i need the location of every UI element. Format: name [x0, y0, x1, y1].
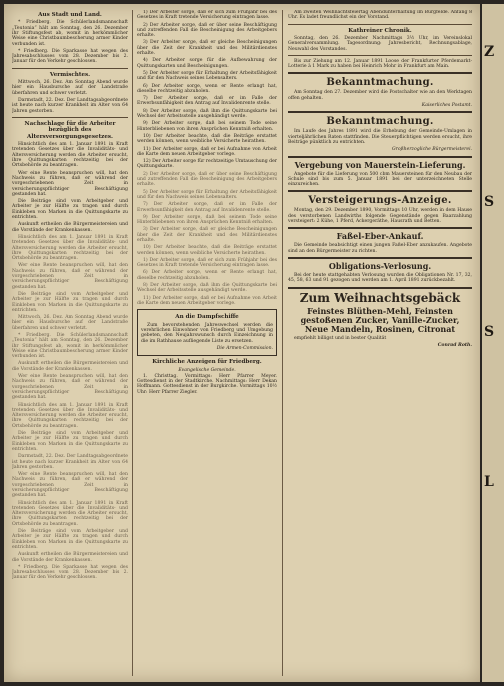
column-3 [288, 10, 472, 676]
ad-text: Montag, den 29. Dezember 1890, Vormittags 10 Uhr, werden in dem Hause des verstorbenen Landwirths folgende Gegenstände gegen Baarzahlung versteigert: 2 Kühe, 1 Pferd, Ackergeräthe, Hausrath und Betten. [288, 208, 472, 225]
strip-letter: L [484, 474, 494, 490]
paragraph: Die Beiträge sind vom Arbeitgeber und Arbeiter je zur Hälfte zu tragen und durch Einkleben von Marken in die Quittungskarte zu entrichten. [12, 199, 128, 221]
paragraph: Auskunft ertheilen die Bürgermeistereien und die Vorstände der Krankenkassen. [12, 552, 128, 563]
paragraph: * Friedberg. Die Schülerlandsmannschaft „Teutonia“ hält am Sonntag, den 26. Dezember ihr Stiftungsfest ab, womit in herkömmlicher Weise eine Christbaumbescherung armer Kinder verbunden ist. [12, 20, 128, 47]
notice-heading: An die Dampfschiffe [175, 314, 239, 321]
divider [12, 117, 128, 118]
versteigerung-heading: Versteigerungs-Anzeige. [308, 195, 452, 207]
paragraph: 4) Der Arbeiter sorge für die Aufbewahrung der Quittungskarten und Bescheinigungen. [137, 58, 277, 69]
divider [288, 257, 472, 259]
ad-text: Am zweiten Weihnachtsfeiertag Abendunterhaltung im Burgfelde. Anfang 8 Uhr. Es ladet freundlichst ein der Vorstand. [288, 10, 472, 21]
divider [288, 24, 472, 25]
paragraph: Die Beiträge sind vom Arbeitgeber und Arbeiter je zur Hälfte zu tragen und durch Einkleben von Marken in die Quittungskarte zu entrichten. [12, 431, 128, 452]
ad-heading: Kathreiner Chronik. [348, 27, 412, 34]
paragraph: 5) Der Arbeiter sorge für Erhaltung der Arbeitsfähigkeit und für den Nachweis seines Lebensalters. [137, 189, 277, 200]
paragraph: 6) Der Arbeiter sorge, wenn er Rente erlangt hat, dieselbe rechtzeitig abzuholen. [137, 270, 277, 281]
paragraph: 1) Der Arbeiter sorge, daß er sich zum Frühjahr bei des Gesetzes in Kraft tretende Versicherung eintragen lasse. [137, 257, 277, 269]
strip-letter: S [484, 194, 495, 210]
ad-text: empfiehlt billigst und in bester Qualität [294, 335, 387, 341]
paragraph: Die Beiträge sind vom Arbeitgeber und Arbeiter je zur Hälfte zu tragen und durch Einkleben von Marken in die Quittungskarte zu entrichten. [12, 291, 128, 313]
paragraph: 11) Der Arbeiter sorge, daß er bei Aufnahme von Arbeit die Karte dem neuen Arbeitgeber vorlege. [137, 295, 277, 306]
ad-text: Bei der heute stattgehabten Verlosung wurden die Obligationen Nr. 17, 32, 45, 58, 63 und 91 gezogen und werden am 1. April 1891 zurückbezahlt. [288, 272, 472, 284]
ad-text: Angebote für die Lieferung von 500 cbm Mauersteinen für den Neubau der Schule sind bis zum 5. Januar 1891 bei der unterzeichneten Stelle einzureichen. [288, 171, 472, 188]
heading-vermischtes: Vermischtes. [49, 71, 91, 78]
column-2 [137, 10, 277, 676]
weihnachts-items: Feinstes Blüthen-Mehl, Feinsten gestoßenen Zucker, Vanille-Zucker, Neue Mandeln, Rosinen, Citronat [300, 305, 460, 334]
ad-text: Am Sonntag den 27. Dezember wird die Postschalter wie an den Werktagen offen gehalten. [288, 90, 472, 101]
paragraph: 3) Der Arbeiter sorge, daß er gleiche Bescheinigungen über die Zeit der Krankheit und des Militärdienstes erhalte. [137, 227, 277, 243]
ad-text: Bis zur Ziehung am 12. Januar 1891 Loose der Frankfurter Pferdemarkt-Lotterie à 1 Mark zu haben bei Heinrich Mohr in Frankfurt am Main. [288, 58, 472, 70]
ad-signature: Conrad Roth. [437, 342, 472, 348]
fassel-heading: Faßel-Eber-Ankauf. [336, 231, 424, 242]
paragraph: 12) Der Arbeiter sorge für rechtzeitige Umtauschung der Quittungskarte. [137, 159, 277, 170]
paragraph: Darmstadt, 22. Dez. Der Landtagsabgeordnete ist heute nach kurzer Krankheit im Alter von 64 Jahren gestorben. [12, 454, 128, 470]
paragraph: 7) Der Arbeiter sorge, daß er im Falle der Erwerbsunfähigkeit den Antrag auf Invalidenrente stelle. [137, 96, 277, 107]
divider [288, 227, 472, 229]
divider [288, 156, 472, 158]
notice-signature: Die Armen-Commission. [216, 345, 273, 351]
paragraph: Hinsichtlich des am 1. Januar 1891 in Kraft tretenden Gesetzes über die Invaliditäts- und Altersversicherung werden die Arbeiter ersucht, ihre Quittungskarten rechtzeitig bei der Ortsbehörde zu beantragen. [12, 234, 128, 262]
paragraph: Auskunft ertheilen die Bürgermeistereien und die Vorstände der Krankenkassen. [12, 222, 128, 233]
paragraph: 7) Der Arbeiter sorge, daß er im Falle der Erwerbsunfähigkeit den Antrag auf Invalidenrente stelle. [137, 202, 277, 213]
ad-text: Sonntag, den 26. Dezember Nachmittags 3½ Uhr, im Vereinslokal Generalversammlung. Tagesordnung: Jahresbericht, Rechnungsablage, Neuwahl des Vorstandes. [288, 36, 472, 52]
ad-signature: Großherzogliche Bürgermeisterei. [391, 147, 472, 153]
paragraph: Mittwoch, 26. Dez. Am Sonntag Abend wurde hier ein Hausbursche auf der Landstraße überfahren und schwer verletzt. [12, 80, 128, 96]
paragraph: Darmstadt, 22. Dez. Der Landtagsabgeordnete ist heute nach kurzer Krankheit im Alter von 64 Jahren gestorben. [12, 98, 128, 114]
heading-nachschlage: Nachschlage für die Arbeiter bezüglich des Altersversorgungsgesetzes. [24, 120, 116, 140]
paragraph: Auskunft ertheilen die Bürgermeistereien und die Vorstände der Krankenkassen. [12, 361, 128, 372]
ad-text: Im Laufe des Jahres 1891 wird die Erhebung der Gemeinde-Umlagen in vierteljährlichen Raten stattfinden. Die Steuerpflichtigen werden ersucht, ihre Beiträge pünktlich zu entrichten. [288, 129, 472, 145]
bekanntmachung-heading: Bekanntmachung. [326, 77, 434, 89]
notice-text: Zum bevorstehenden Jahreswechsel werden die verehrlichen Einwohner von Friedberg und Umgebung gebeten, den Neujahrswunsch durch Einzeichnung in die im Rathhause aufliegende Liste zu ersetzen. [141, 322, 273, 344]
paragraph: Die Beiträge sind vom Arbeitgeber und Arbeiter je zur Hälfte zu tragen und durch Einkleben von Marken in die Quittungskarte zu entrichten. [12, 529, 128, 550]
church-heading: Kirchliche Anzeigen für Friedberg. [152, 359, 262, 366]
column-rule [282, 10, 283, 676]
paragraph: 9) Der Arbeiter sorge, daß bei seinem Tode seine Hinterbliebenen von ihren Ansprüchen Kenntniß erhalten. [137, 121, 277, 132]
notice-box [137, 309, 277, 356]
church-subheading: Evangelische Gemeinde. [178, 367, 236, 373]
paragraph: * Friedberg. Die Schülerlandsmannschaft „Teutonia“ hält am Sonntag, den 26. Dezember ihr Stiftungsfest ab, womit in herkömmlicher Weise eine Christbaumbescherung armer Kinder verbunden ist. [12, 332, 128, 360]
paragraph: 6) Der Arbeiter sorge, wenn er Rente erlangt hat, dieselbe rechtzeitig abzuholen. [137, 83, 277, 94]
paragraph: Wer eine Rente beanspruchen will, hat den Nachweis zu führen, daß er während der vorgeschriebenen Zeit in versicherungspflichtiger Beschäftigung gestanden hat. [12, 170, 128, 197]
strip-letter: S [484, 324, 495, 340]
heading-stadt-land: Aus Stadt und Land. [38, 12, 102, 18]
divider [288, 55, 472, 56]
paragraph: Hinsichtlich des am 1. Januar 1891 in Kraft tretenden Gesetzes über die Invaliditäts- und Altersversicherung werden die Arbeiter ersucht, ihre Quittungskarten rechtzeitig bei der Ortsbehörde zu beantragen. [12, 500, 128, 527]
divider [288, 190, 472, 192]
vergebung-heading: Vergebung von Mauerstein-Lieferung. [294, 159, 466, 170]
paragraph: Wer eine Rente beanspruchen will, hat den Nachweis zu führen, daß er während der vorgeschriebenen Zeit in versicherungspflichtiger Beschäftigung gestanden hat. [12, 472, 128, 499]
paragraph: 8) Der Arbeiter sorge, daß ihm die Quittungskarte bei Wechsel der Arbeitsstelle ausgehändigt werde. [137, 283, 277, 294]
paragraph: Hinsichtlich des am 1. Januar 1891 in Kraft tretenden Gesetzes über die Invaliditäts- und Altersversicherung werden die Arbeiter ersucht, ihre Quittungskarten rechtzeitig bei der Ortsbehörde zu beantragen. [12, 402, 128, 429]
paragraph: 10) Der Arbeiter beachte, daß die Beiträge erstattet werden können, wenn weibliche Versicherte heirathen. [137, 245, 277, 256]
paragraph: 9) Der Arbeiter sorge, daß bei seinem Tode seine Hinterbliebenen von ihren Ansprüchen Kenntniß erhalten. [137, 214, 277, 226]
divider [288, 72, 472, 74]
paragraph: Hinsichtlich des am 1. Januar 1891 in Kraft tretenden Gesetzes über die Invaliditäts- und Altersversicherung werden die Arbeiter ersucht, ihre Quittungskarten rechtzeitig bei der Ortsbehörde zu beantragen. [12, 142, 128, 169]
paragraph: * Friedberg. Die Sparkasse hat wegen des Jahresabschlusses vom 28. Dezember bis 2. Januar für den Verkehr geschlossen. [12, 564, 128, 581]
obligations-heading: Obligations-Verlosung. [328, 260, 432, 271]
paragraph: 1) Der Arbeiter sorge, daß er sich zum Frühjahr bei des Gesetzes in Kraft tretende Versicherung eintragen lasse. [137, 10, 277, 21]
paragraph: Wer eine Rente beanspruchen will, hat den Nachweis zu führen, daß er während der vorgeschriebenen Zeit in versicherungspflichtiger Beschäftigung gestanden hat. [12, 263, 128, 290]
paragraph: 10) Der Arbeiter beachte, daß die Beiträge erstattet werden können, wenn weibliche Versicherte heirathen. [137, 133, 277, 145]
column-1 [12, 10, 128, 676]
weihnachtsgebaeck-heading: Zum Weihnachtsgebäck [299, 290, 461, 305]
paragraph: 11) Der Arbeiter sorge, daß er bei Aufnahme von Arbeit die Karte dem neuen Arbeitgeber vorlege. [137, 146, 277, 157]
paragraph: 2) Der Arbeiter sorge, daß er über seine Beschäftigung und zutreffenden Fall die Bescheinigung des Arbeitgebers erhalte. [137, 171, 277, 188]
ad-text: Die Gemeinde beabsichtigt einen jungen Faßel-Eber anzukaufen. Angebote sind an den Bürgermeister zu richten. [288, 243, 472, 254]
newspaper-page [4, 4, 480, 682]
divider [288, 111, 472, 113]
paragraph: 8) Der Arbeiter sorge, daß ihm die Quittungskarte bei Wechsel der Arbeitsstelle ausgehändigt werde. [137, 108, 277, 120]
paragraph: Wer eine Rente beanspruchen will, hat den Nachweis zu führen, daß er während der vorgeschriebenen Zeit in versicherungspflichtiger Beschäftigung gestanden hat. [12, 374, 128, 401]
column-rule [132, 10, 133, 676]
adjacent-page-strip [482, 4, 504, 682]
church-text: 1. Christtag. Vormittags: Herr Pfarrer Meyer. Gottesdienst in der Stadtkirche. Nachmittags: Herr Dekan Hoffmann. Gottesdienst in der Burgkirche. Vormittags 10½ Uhr: Herr Pfarrer Ziegler. [137, 373, 277, 395]
ad-signature: Kaiserliches Postamt. [421, 103, 472, 109]
paragraph: 5) Der Arbeiter sorge für Erhaltung der Arbeitsfähigkeit und für den Nachweis seines Lebensalters. [137, 70, 277, 82]
bekanntmachung-heading: Bekanntmachung. [326, 116, 434, 128]
paragraph: Mittwoch, 26. Dez. Am Sonntag Abend wurde hier ein Hausbursche auf der Landstraße überfahren und schwer verletzt. [12, 315, 128, 331]
paragraph: * Friedberg. Die Sparkasse hat wegen des Jahresabschlusses vom 28. Dezember bis 2. Januar für den Verkehr geschlossen. [12, 48, 128, 65]
divider [288, 287, 472, 289]
divider [12, 68, 128, 69]
strip-letter: Z [484, 44, 495, 60]
paragraph: 2) Der Arbeiter sorge, daß er über seine Beschäftigung und zutreffenden Fall die Bescheinigung des Arbeitgebers erhalte. [137, 22, 277, 39]
paragraph: 3) Der Arbeiter sorge, daß er gleiche Bescheinigungen über die Zeit der Krankheit und des Militärdienstes erhalte. [137, 40, 277, 57]
